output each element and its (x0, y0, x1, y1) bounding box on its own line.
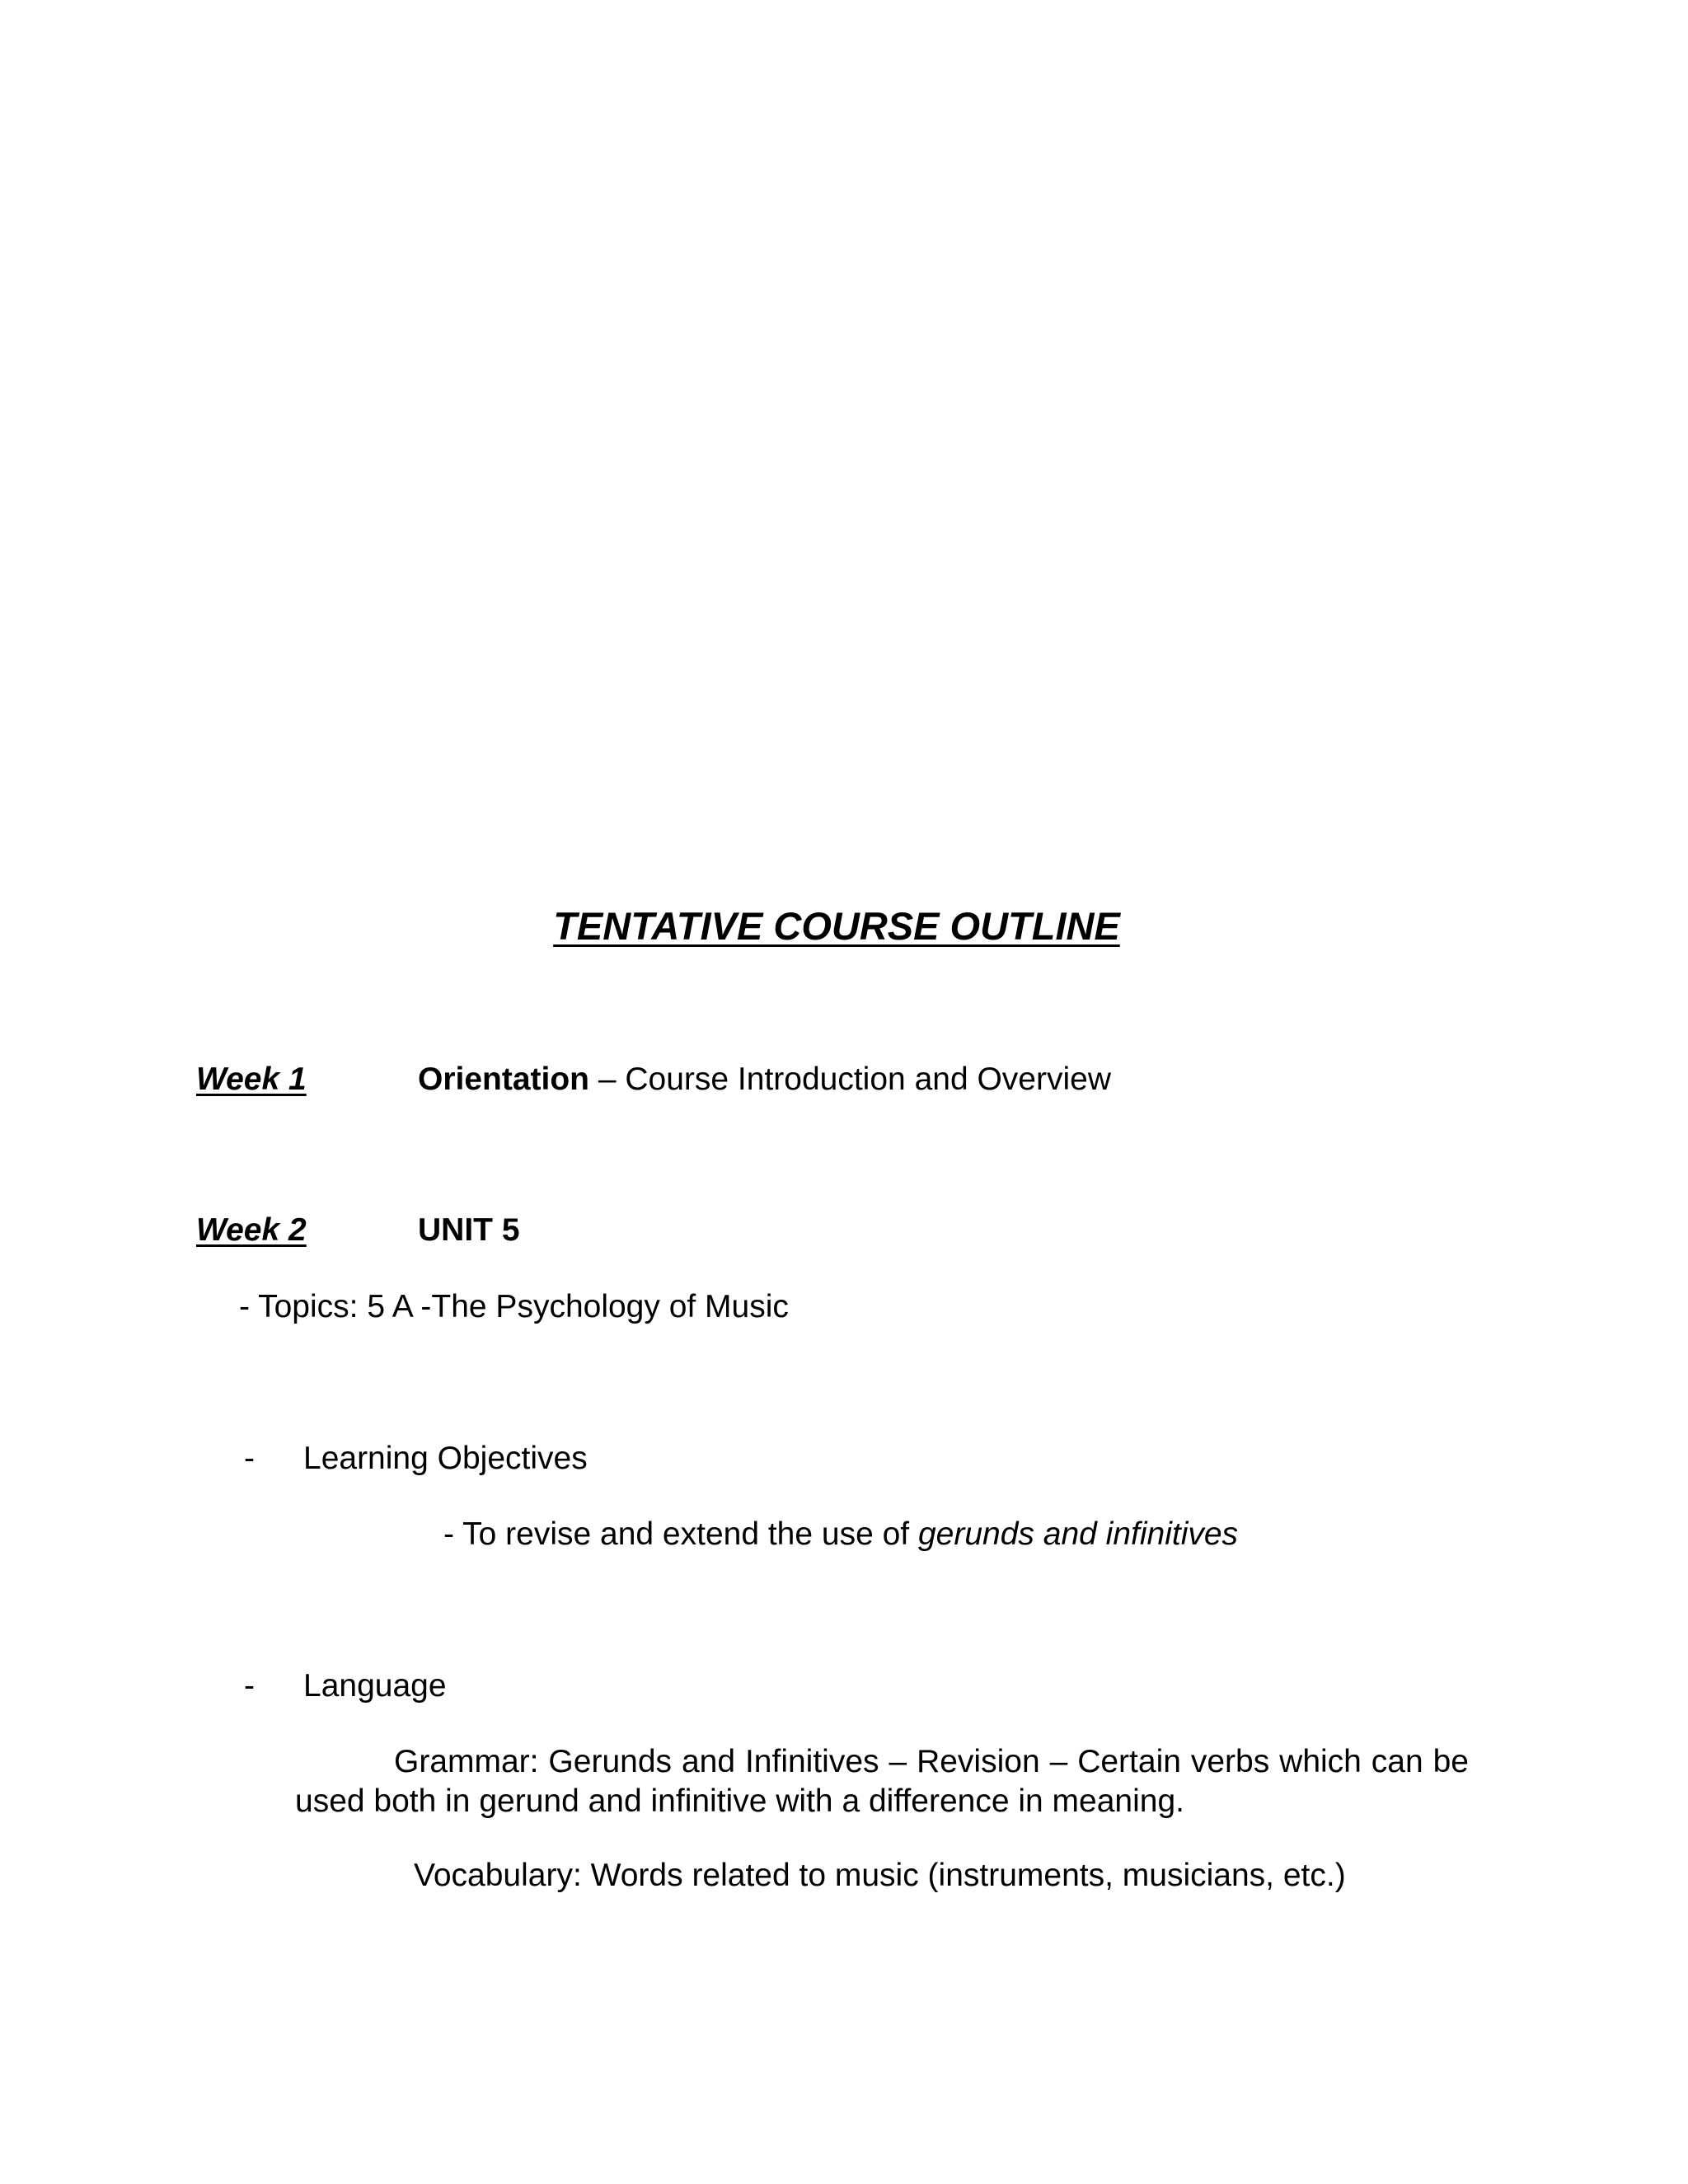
week-1-rest: – Course Introduction and Overview (589, 1062, 1112, 1097)
vocabulary-line: Vocabulary: Words related to music (instruments, musicians, etc.) (414, 1858, 1346, 1893)
objectives-dash: - (244, 1441, 255, 1476)
week-2-topics: - Topics: 5 A -The Psychology of Music (239, 1289, 789, 1324)
week-1-description (418, 1063, 1111, 1095)
objectives-item-prefix: - To revise and extend the use of (443, 1516, 918, 1552)
objectives-item (443, 1518, 1238, 1550)
language-dash: - (244, 1668, 255, 1704)
grammar-paragraph: Grammar: Gerunds and Infinitives – Revision – Certain verbs which can be used both in gerund and infinitive with a difference in meaning. (295, 1744, 1469, 1819)
week-1-label: Week 1 (196, 1062, 307, 1097)
week-1-heading: Orientation (418, 1062, 590, 1097)
document-title: TENTATIVE COURSE OUTLINE (553, 904, 1120, 948)
week-2-label: Week 2 (196, 1212, 307, 1248)
week-2-unit: UNIT 5 (418, 1212, 520, 1248)
language-label: Language (303, 1668, 447, 1704)
objectives-item-italic: gerunds and infinitives (917, 1516, 1239, 1552)
objectives-label: Learning Objectives (303, 1441, 588, 1476)
